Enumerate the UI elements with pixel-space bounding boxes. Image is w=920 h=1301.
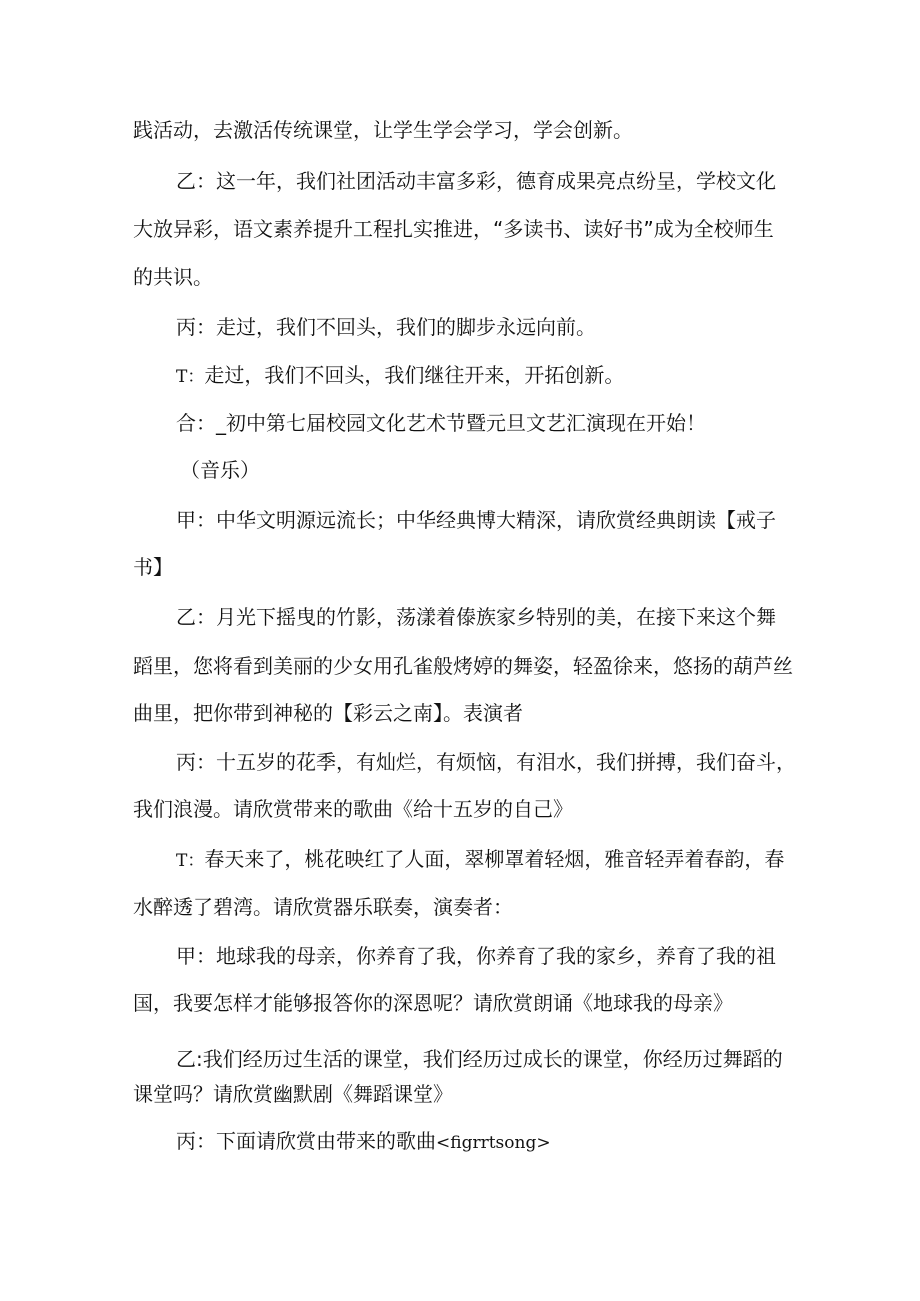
speaker-t-2: T：: [176, 851, 205, 871]
text-line-15: 我们浪漫。请欣赏带来的歌曲《给十五岁的自己》: [133, 797, 573, 821]
text-line-9: 甲：中华文明源远流长；中华经典博大精深，请欣赏经典朗读【戒子: [176, 508, 776, 532]
text-line-14: 丙：十五岁的花季，有灿烂，有烦恼，有泪水，我们拼搏，我们奋斗，: [176, 750, 796, 774]
text-line-5: 丙：走过，我们不回头，我们的脚步永远向前。: [176, 315, 596, 339]
text-line-6-body: 走过，我们不回头，我们继往开来，开拓创新。: [204, 363, 625, 387]
text-line-7: 合：_初中第七届校园文化艺术节暨元旦文艺汇演现在开始！: [176, 411, 706, 435]
text-line-4: 的共识。: [133, 265, 213, 289]
text-line-17: 水醉透了碧湾。请欣赏器乐联奏，演奏者：: [133, 895, 513, 919]
text-line-1: 践活动，去激活传统课堂，让学生学会学习，学会创新。: [133, 118, 633, 142]
text-line-22-body: 丙：下面请欣赏由带来的歌曲: [176, 1129, 436, 1153]
speaker-t: T：: [176, 367, 205, 387]
text-line-18: 甲：地球我的母亲，你养育了我，你养育了我的家乡，养育了我的祖: [176, 944, 776, 968]
text-line-19: 国，我要怎样才能够报答你的深恩呢？请欣赏朗诵《地球我的母亲》: [133, 991, 733, 1015]
text-line-2: 乙：这一年，我们社团活动丰富多彩，德育成果亮点纷呈，学校文化: [176, 169, 776, 193]
text-line-16-body: 春天来了，桃花映红了人面，翠柳罩着轻烟，雅音轻弄着春韵，春: [204, 847, 785, 871]
text-line-13: 曲里，把你带到神秘的【彩云之南】。表演者: [133, 701, 523, 725]
text-line-3: 大放异彩，语文素养提升工程扎实推进，“多读书、读好书”成为全校师生: [133, 217, 774, 241]
text-line-8: （音乐）: [180, 458, 260, 482]
text-line-21: 课堂吗？请欣赏幽默剧《舞蹈课堂》: [133, 1082, 453, 1106]
text-line-12: 蹈里，您将看到美丽的少女用孔雀般烤婷的舞姿，轻盈徐来，悠扬的葫芦丝: [133, 654, 793, 678]
text-line-10: 书】: [133, 555, 173, 579]
text-line-22: [176, 1128, 846, 1156]
text-line-11: 乙：月光下摇曳的竹影，荡漾着傣族家乡特别的美，在接下来这个舞: [176, 605, 776, 629]
text-line-16: [176, 846, 846, 874]
song-title-latin: <figrrtsong>: [436, 1133, 551, 1153]
text-line-20: 乙:我们经历过生活的课堂，我们经历过成长的课堂，你经历过舞蹈的: [176, 1047, 783, 1071]
text-line-6: [176, 362, 846, 390]
